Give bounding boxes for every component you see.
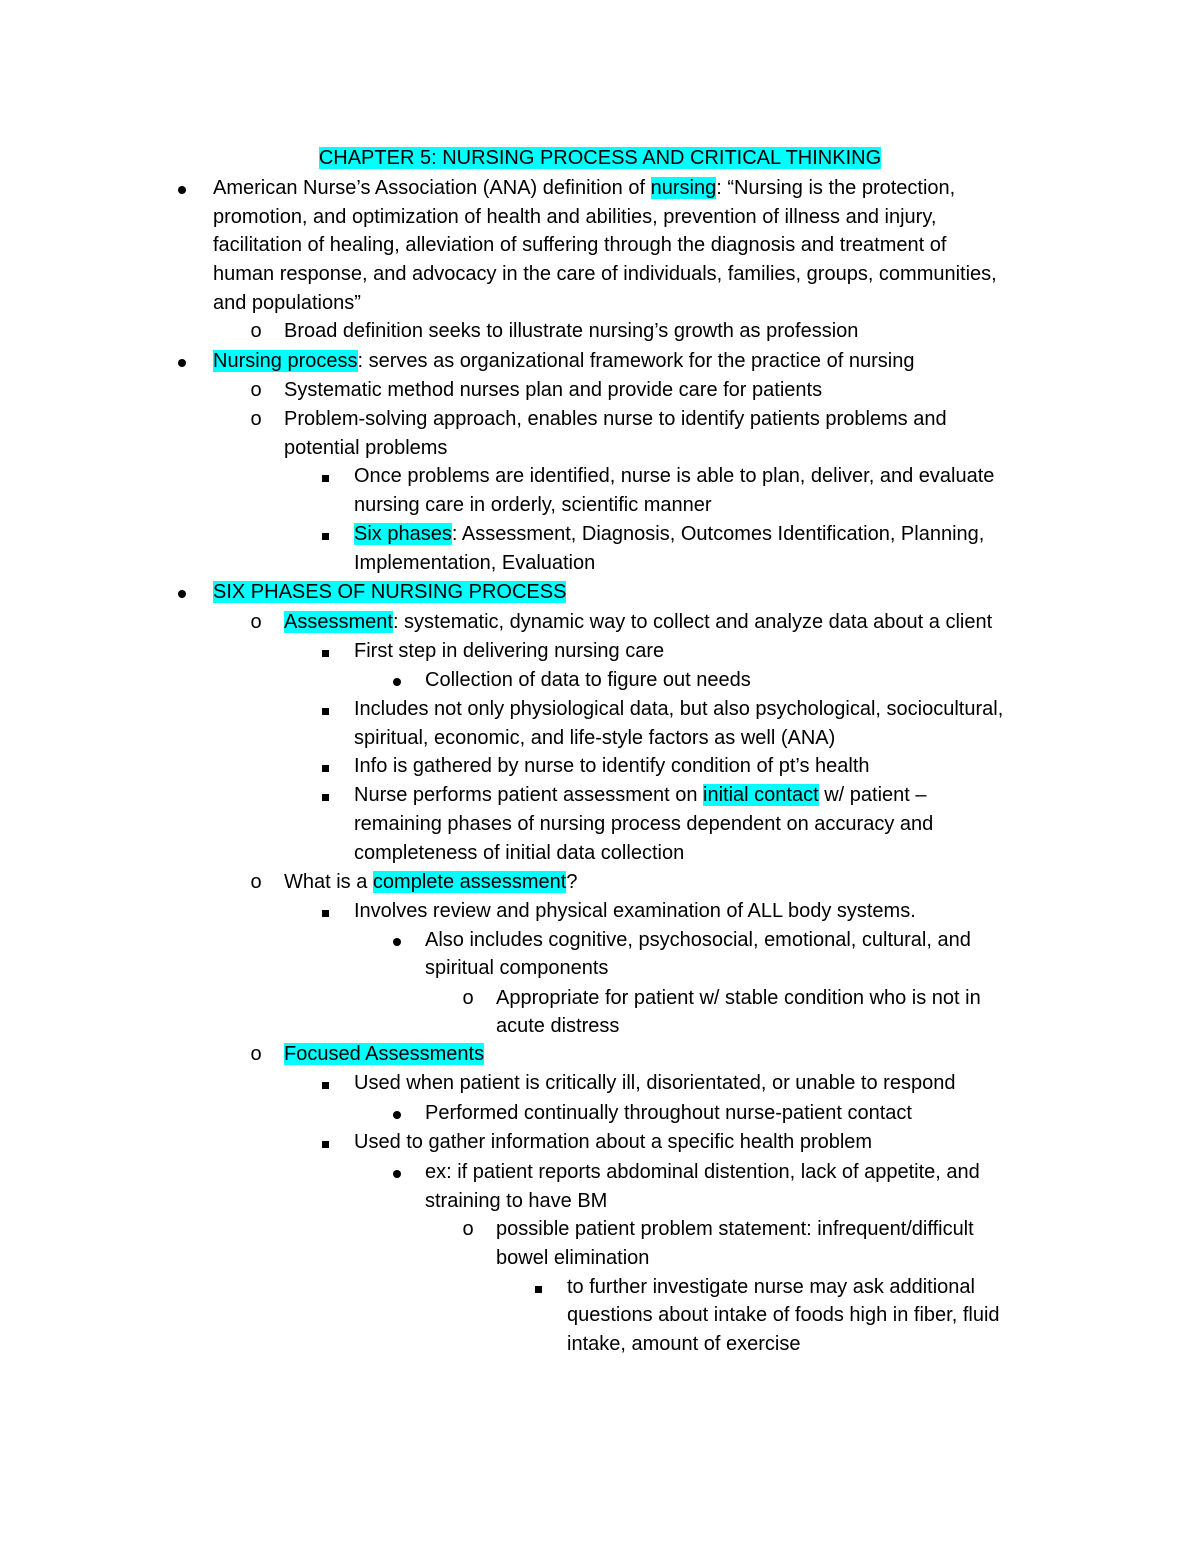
bullet-circle: o [462, 987, 474, 1009]
bullet-disc [172, 174, 192, 203]
bullet-square [528, 1273, 548, 1302]
np-tertiary-2b: Implementation, Evaluation [354, 552, 596, 574]
bullet-square [315, 1069, 335, 1098]
ana-line-5: and populations” [213, 292, 361, 314]
bullet-circle: o [250, 871, 262, 893]
assessment-2a: Includes not only physiological data, but also psychological, sociocultural, [354, 698, 1004, 720]
bullet-disc [387, 1158, 407, 1187]
assessment-4b: remaining phases of nursing process dependent on accuracy and [354, 813, 934, 835]
ana-line-1: American Nurse’s Association (ANA) definition of nursing: “Nursing is the protection, [213, 177, 956, 199]
bullet-square [315, 752, 335, 781]
bullet-circle: o [462, 1218, 474, 1240]
highlight-six-phases: Six phases [354, 523, 452, 545]
assessment-line: Assessment: systematic, dynamic way to collect and analyze data about a client [284, 611, 993, 633]
bullet-disc [172, 578, 192, 607]
focused-line [284, 1040, 484, 1069]
focused-2a1-a: possible patient problem statement: infrequent/difficult [496, 1218, 974, 1240]
page-title: CHAPTER 5: NURSING PROCESS AND CRITICAL THINKING [318, 147, 882, 169]
bullet-disc [387, 666, 407, 695]
highlight-initial-contact: initial contact [703, 784, 819, 806]
bullet-circle: o [250, 1043, 262, 1065]
focused-1: Used when patient is critically ill, disorientated, or unable to respond [354, 1072, 956, 1094]
complete-line: What is a complete assessment? [284, 871, 578, 893]
bullet-circle: o [250, 320, 262, 342]
bullet-square [315, 781, 335, 810]
focused-2a-b: straining to have BM [425, 1190, 608, 1212]
complete-1a-a: Also includes cognitive, psychosocial, emotional, cultural, and [425, 929, 971, 951]
assessment-2b: spiritual, economic, and life-style factors as well (ANA) [354, 727, 836, 749]
highlight-complete-assessment: complete assessment [372, 871, 567, 893]
np-line: Nursing process: serves as organizational framework for the practice of nursing [213, 350, 915, 372]
bullet-square [315, 520, 335, 549]
np-tertiary-1a: Once problems are identified, nurse is able to plan, deliver, and evaluate [354, 465, 995, 487]
assessment-3: Info is gathered by nurse to identify condition of pt’s health [354, 755, 870, 777]
bullet-disc [387, 1099, 407, 1128]
ana-sub: Broad definition seeks to illustrate nursing’s growth as profession [284, 320, 859, 342]
ana-line-2: promotion, and optimization of health and abilities, prevention of illness and injury, [213, 206, 937, 228]
assessment-4a: Nurse performs patient assessment on initial contact w/ patient – [354, 784, 927, 806]
focused-2a1a-a: to further investigate nurse may ask additional [567, 1276, 975, 1298]
ana-line-4: human response, and advocacy in the care of individuals, families, groups, communities, [213, 263, 997, 285]
bullet-circle: o [250, 408, 262, 430]
focused-1a: Performed continually throughout nurse-patient contact [425, 1102, 912, 1124]
focused-2: Used to gather information about a specific health problem [354, 1131, 873, 1153]
assessment-4c: completeness of initial data collection [354, 842, 685, 864]
np-sub-1: Systematic method nurses plan and provide care for patients [284, 379, 823, 401]
complete-1a1-a: Appropriate for patient w/ stable condition who is not in [496, 987, 981, 1009]
bullet-square [315, 897, 335, 926]
focused-2a1-b: bowel elimination [496, 1247, 650, 1269]
focused-2a1a-c: intake, amount of exercise [567, 1333, 801, 1355]
six-heading [213, 578, 566, 607]
bullet-circle: o [250, 611, 262, 633]
complete-1a1-b: acute distress [496, 1015, 620, 1037]
complete-1: Involves review and physical examination of ALL body systems. [354, 900, 916, 922]
bullet-square [315, 637, 335, 666]
assessment-1: First step in delivering nursing care [354, 640, 665, 662]
ana-line-3: facilitation of healing, alleviation of suffering through the diagnosis and treatment of [213, 234, 947, 256]
highlight-six-phases-heading: SIX PHASES OF NURSING PROCESS [213, 581, 567, 603]
complete-1a-b: spiritual components [425, 957, 609, 979]
np-tertiary-1b: nursing care in orderly, scientific manner [354, 494, 712, 516]
bullet-disc [387, 926, 407, 955]
focused-2a1a-b: questions about intake of foods high in fiber, fluid [567, 1304, 1000, 1326]
highlight-focused-assessments: Focused Assessments [284, 1043, 485, 1065]
bullet-disc [172, 347, 192, 376]
assessment-1a: Collection of data to figure out needs [425, 669, 751, 691]
bullet-square [315, 1128, 335, 1157]
bullet-circle: o [250, 379, 262, 401]
np-sub-2a: Problem-solving approach, enables nurse to identify patients problems and [284, 408, 947, 430]
bullet-square [315, 462, 335, 491]
highlight-assessment: Assessment [284, 611, 393, 633]
focused-2a-a: ex: if patient reports abdominal distention, lack of appetite, and [425, 1161, 980, 1183]
highlight-nursing: nursing [650, 177, 717, 199]
bullet-square [315, 695, 335, 724]
np-sub-2b: potential problems [284, 437, 448, 459]
np-tertiary-2a: Six phases: Assessment, Diagnosis, Outcomes Identification, Planning, [354, 523, 985, 545]
highlight-nursing-process: Nursing process [213, 350, 358, 372]
